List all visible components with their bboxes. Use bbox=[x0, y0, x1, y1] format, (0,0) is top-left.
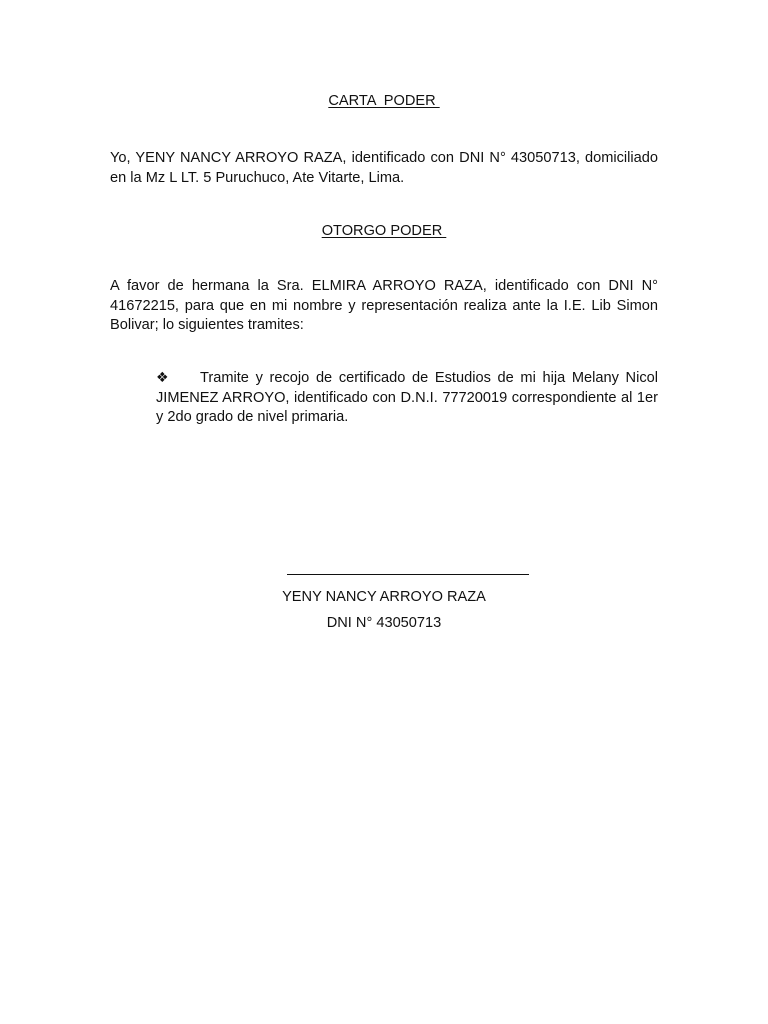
signature-name: YENY NANCY ARROYO RAZA bbox=[282, 589, 486, 605]
list-item bbox=[156, 369, 658, 428]
grant-paragraph: A favor de hermana la Sra. ELMIRA ARROYO RAZA, identificado con DNI N° 41672215, para que en mi nombre y representación realiza ante la I.E. Lib Simon Bolivar; lo siguientes tramites: bbox=[110, 278, 658, 333]
intro-paragraph: Yo, YENY NANCY ARROYO RAZA, identificado con DNI N° 43050713, domiciliado en la Mz L LT. 5 Puruchuco, Ate Vitarte, Lima. bbox=[110, 150, 658, 186]
signature-line bbox=[287, 574, 529, 575]
section-heading: OTORGO PODER bbox=[321, 223, 447, 239]
diamond-bullet-icon: ❖ bbox=[156, 370, 169, 386]
document-title: CARTA PODER bbox=[328, 93, 440, 109]
list-item-text: Tramite y recojo de certificado de Estudios de mi hija Melany Nicol JIMENEZ ARROYO, identificado con D.N.I. 77720019 correspondiente al 1er y 2do grado de nivel primaria. bbox=[156, 370, 658, 425]
signature-dni: DNI N° 43050713 bbox=[326, 615, 442, 631]
